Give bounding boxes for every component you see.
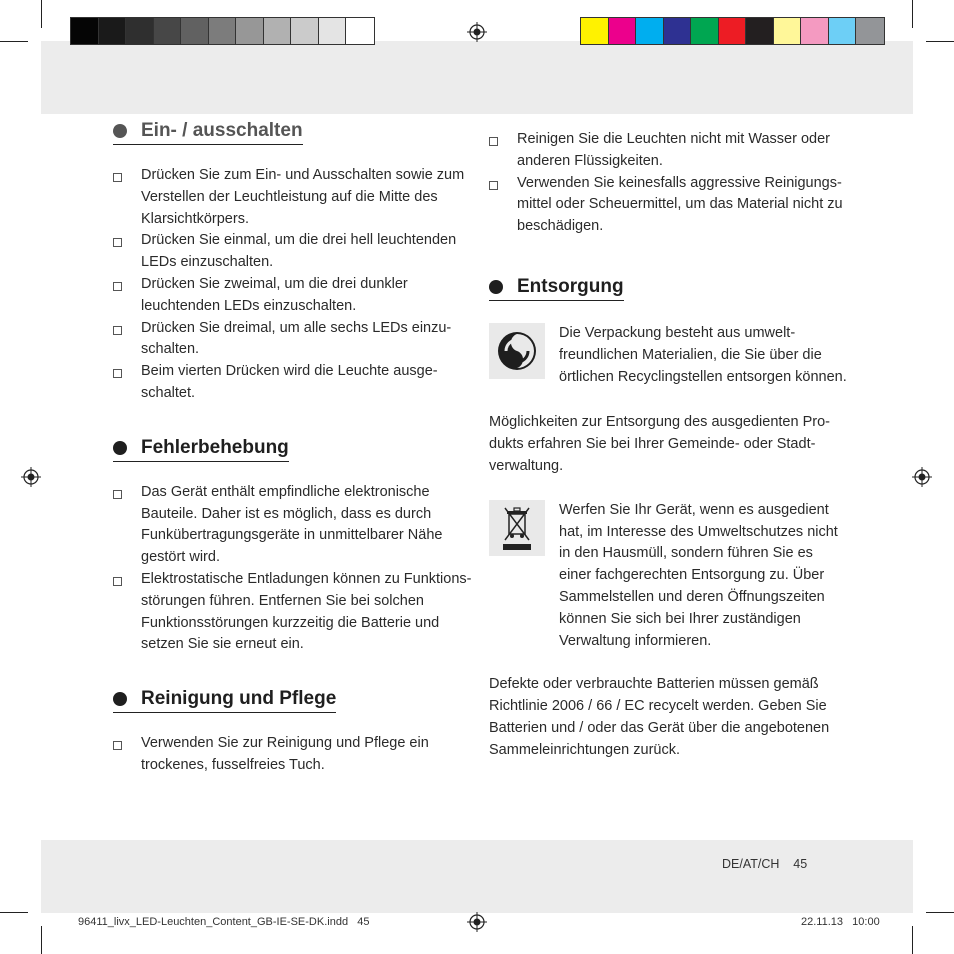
color-swatch [801, 18, 829, 44]
color-swatch [829, 18, 857, 44]
weee-text: Werfen Sie Ihr Gerät, wenn es ausgedient hat, im Interesse des Umweltschutzes nicht in den Hausmüll, sondern führen Sie es einer fachgerechten Entsorgung zu. Über Sammelstellen und deren Öffnungszeiten können Sie sich bei Ihrer zuständigen Verwaltung informieren. [559, 501, 838, 649]
checkbox-square-icon [113, 741, 122, 750]
color-swatch [746, 18, 774, 44]
color-swatch [181, 18, 209, 44]
checkbox-square-icon [113, 282, 122, 291]
color-swatch [719, 18, 747, 44]
list-item: Drücken Sie einmal, um die drei hell leuchtenden LEDs einzuschalten. [113, 230, 473, 274]
green-dot-recycling-icon [489, 323, 545, 379]
list-item: Das Gerät enthält empfindliche elektronische Bauteile. Daher ist es möglich, dass es durch Funkübertragungsgeräte in unmittelbarer Nähe gestört wird. [113, 482, 473, 569]
color-swatch [71, 18, 99, 44]
bullet-dot-icon [489, 280, 503, 294]
bullet-dot-icon [113, 441, 127, 455]
list-item: Drücken Sie dreimal, um alle sechs LEDs einzu-schalten. [113, 318, 473, 362]
grayscale-bar [70, 17, 375, 45]
section-heading-fehlerbehebung [113, 437, 289, 462]
registration-mark-icon [467, 22, 487, 42]
right-column [489, 129, 849, 762]
color-swatch [774, 18, 802, 44]
color-swatch [209, 18, 237, 44]
checkbox-square-icon [113, 326, 122, 335]
list-item: Elektrostatische Entladungen können zu Funktions-störungen führen. Entfernen Sie bei solchen Funktionsstörungen kurzzeitig die Batterie und setzen Sie sie erneut ein. [113, 569, 473, 656]
instruction-list [113, 733, 473, 777]
list-item: Verwenden Sie zur Reinigung und Pflege ein trockenes, fusselfreies Tuch. [113, 733, 473, 777]
file-name: 96411_livx_LED-Leuchten_Content_GB-IE-SE-DK.indd 45 [78, 916, 370, 928]
crop-mark [41, 926, 42, 954]
instruction-list [113, 482, 473, 656]
heading-text: Ein- / ausschalten [141, 120, 303, 141]
color-bar [580, 17, 885, 45]
page-number: DE/AT/CH 45 [722, 857, 808, 871]
checkbox-square-icon [489, 181, 498, 190]
bullet-dot-icon [113, 124, 127, 138]
registration-mark-icon [467, 912, 487, 932]
crop-mark [926, 912, 954, 913]
left-column [113, 120, 473, 777]
registration-mark-icon [21, 467, 41, 487]
crop-mark [0, 41, 28, 42]
color-swatch [154, 18, 182, 44]
packaging-text: Die Verpackung besteht aus umwelt-freundlichen Materialien, die Sie über die örtlichen Recyclingstellen entsorgen können. [559, 324, 847, 385]
color-swatch [856, 18, 884, 44]
crop-mark [41, 0, 42, 28]
section-heading-reinigung [113, 688, 336, 713]
checkbox-square-icon [113, 173, 122, 182]
color-swatch [609, 18, 637, 44]
heading-text: Entsorgung [517, 275, 624, 297]
color-swatch [691, 18, 719, 44]
crop-mark [912, 926, 913, 954]
packaging-row [489, 323, 849, 388]
checkbox-square-icon [113, 577, 122, 586]
color-swatch [126, 18, 154, 44]
section-heading-ein-aus [113, 120, 303, 145]
list-item: Verwenden Sie keinesfalls aggressive Reinigungs-mittel oder Scheuermittel, um das Material nicht zu beschädigen. [489, 173, 849, 238]
instruction-list [113, 165, 473, 405]
color-swatch [264, 18, 292, 44]
bottom-band [41, 840, 913, 913]
color-swatch [346, 18, 374, 44]
print-date: 22.11.13 10:00 [801, 916, 880, 928]
list-item: Drücken Sie zweimal, um die drei dunkler leuchtenden LEDs einzuschalten. [113, 274, 473, 318]
color-swatch [291, 18, 319, 44]
top-band [41, 41, 913, 114]
crop-mark [912, 0, 913, 28]
section-heading-entsorgung [489, 276, 624, 301]
crop-mark [0, 912, 28, 913]
color-swatch [319, 18, 347, 44]
list-item: Reinigen Sie die Leuchten nicht mit Wasser oder anderen Flüssigkeiten. [489, 129, 849, 173]
checkbox-square-icon [489, 137, 498, 146]
heading-text: Reinigung und Pflege [141, 688, 337, 710]
weee-row [489, 500, 849, 653]
instruction-list [489, 129, 849, 238]
heading-text: Fehlerbehebung [141, 436, 289, 458]
crossed-bin-icon [489, 500, 545, 556]
checkbox-square-icon [113, 490, 122, 499]
color-swatch [636, 18, 664, 44]
color-swatch [664, 18, 692, 44]
disposal-possibilities-text: Möglichkeiten zur Entsorgung des ausgedienten Pro-dukts erfahren Sie bei Ihrer Gemeinde- oder Stadt-verwaltung. [489, 414, 830, 474]
checkbox-square-icon [113, 238, 122, 247]
registration-mark-icon [912, 467, 932, 487]
color-swatch [581, 18, 609, 44]
list-item: Beim vierten Drücken wird die Leuchte ausge-schaltet. [113, 361, 473, 405]
battery-disposal-text: Defekte oder verbrauchte Batterien müssen gemäß Richtlinie 2006 / 66 / EC recycelt werden. Geben Sie Batterien und / oder das Gerät über die angebotenen Sammeleinrichtungen zurück. [489, 676, 830, 758]
list-item: Drücken Sie zum Ein- und Ausschalten sowie zum Verstellen der Leuchtleistung auf die Mitte des Klarsichtkörpers. [113, 165, 473, 230]
bullet-dot-icon [113, 692, 127, 706]
crop-mark [926, 41, 954, 42]
color-swatch [99, 18, 127, 44]
color-swatch [236, 18, 264, 44]
checkbox-square-icon [113, 369, 122, 378]
